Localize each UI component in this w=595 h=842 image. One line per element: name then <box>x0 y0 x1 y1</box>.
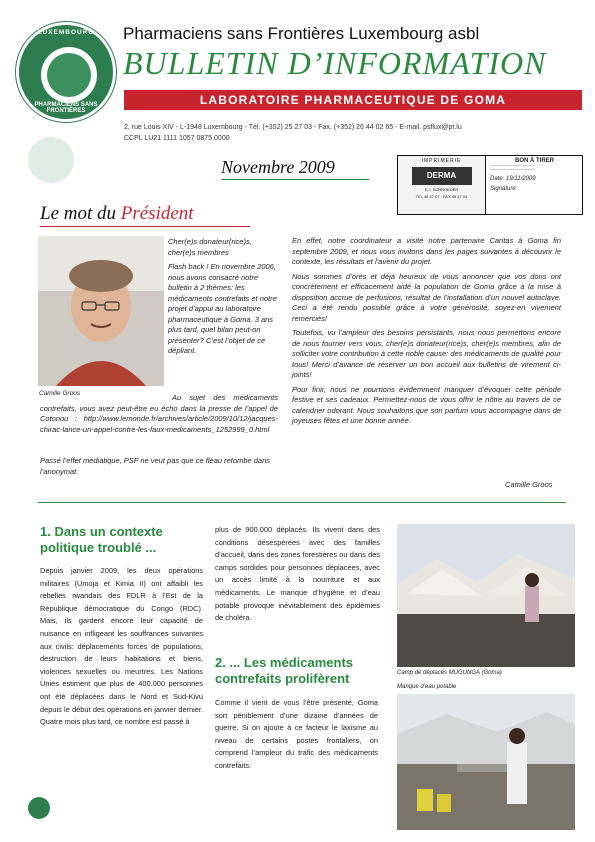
photo-caption: Camille Groos <box>39 390 81 397</box>
president-heading-accent: Président <box>120 203 194 224</box>
psf-logo <box>16 22 116 122</box>
stamp-printer-block <box>398 156 486 214</box>
section1-body-col2: plus de 900.000 déplacés. Ils vivent dans des conditions désespérées avec des familles d’accueil, dans des zones forestières ou dans des camps sordides pour personnes déplacées, avec un accès limité à la nourriture et aux médicaments. Le manque d’hygiène et d’eau potable provoque inévitablement des épidémies de choléra. <box>215 525 380 623</box>
camp-image <box>397 524 575 667</box>
stamp-bat-block <box>487 156 582 214</box>
section1-heading: 1. Dans un contexte politique troublé ... <box>40 524 163 555</box>
water-photo <box>397 694 575 830</box>
right-paragraph-3: Toutefois, vu l’ampleur des besoins persistants, nous nous permettons encore de nous tourner vers vous, cher(e)s donateur(rice)s, cher(e)s membres, afin de solliciter votre contribution à cette noble cause: des médicaments de qualité pour tous! Merci d’avance de réserver un bon accueil aux bulletins de virement ci-joints! <box>292 328 561 379</box>
stamp-bat-title: BON À TIRER <box>515 158 554 164</box>
logo-text-bottom: PHARMACIENS SANS FRONTIÈRES <box>34 102 98 114</box>
stamp-name: E.J. SCHROEDER <box>424 187 459 192</box>
section-divider <box>38 502 566 503</box>
right-paragraph-4: Pour finir, nous ne pourrions évidemment manquer d’évoquer cette période festive et ses cadeaux. Permettez-nous de vous offrir le nôtre au travers de ce calendrier odorant. Nous souhaitons que son parfum vous accompagne dans de joyeuses fêtes et une bonne année. <box>292 384 561 425</box>
section2-heading: 2. ... Les médicaments contrefaits prolifèrent <box>215 655 354 686</box>
address: 2, rue Louis XIV - L-1948 Luxembourg - Tél. (+352) 25 27 03 - Fax. (+352) 26 44 02 65 - E-mail. psflux@pt.lu <box>124 124 462 131</box>
president-right-column <box>292 236 561 431</box>
org-name: Pharmaciens sans Frontières Luxembourg asbl <box>123 24 480 43</box>
intro-text: Flash back ! En novembre 2006, nous avons consacré notre bulletin à 2 thèmes: les médicaments contrefaits et notre projet d’appui au laboratoire pharmaceutique à Goma. 3 ans plus tard, quel bilan peut-on présenter? C’est l’objet de ce dépliant. <box>168 262 277 355</box>
printer-stamp <box>397 155 583 215</box>
footer-psf-logo-icon <box>28 797 50 819</box>
water-image <box>397 694 575 830</box>
portrait-image <box>38 236 164 386</box>
intro-salutation: Cher(e)s donateur(rice)s, cher(e)s membres <box>168 237 252 257</box>
stamp-fine-print: ────────────────── ────────────────── <box>490 164 535 172</box>
stamp-date: Date: 19/11/2009 <box>490 176 536 182</box>
intro-paragraph <box>168 237 278 357</box>
bulletin-title: BULLETIN D’INFORMATION <box>123 45 547 81</box>
president-heading-main: Le mot du <box>40 203 121 224</box>
photo-caption-camp: Camp de déplacés MUGUNGA (Goma) <box>397 670 502 676</box>
bank-account: CCPL LU21 1111 1057 0875 0000 <box>124 135 230 142</box>
date-underline <box>221 179 369 180</box>
banner-title: LABORATOIRE PHARMACEUTIQUE DE GOMA <box>124 90 582 110</box>
right-paragraph-2: Nous sommes d’ores et déjà heureux de vous annoncer que vos dons ont concrètement et efficacement aidé la population de Goma grâce à la mise à disposition accrue de perfusions, résultat de l’installation d’un nouvel autoclave. Ceci a été rendu possible grâce à votre générosité, soyez-en vivement remerciés! <box>292 271 561 323</box>
stamp-imprimerie: IMPRIMERIE <box>421 158 462 164</box>
logo-text-top: LUXEMBOURG <box>37 29 95 36</box>
stamp-date-value: 19/11/2009 <box>506 176 536 182</box>
stamp-date-label: Date <box>490 176 503 182</box>
stamp-logo: DERMA <box>412 167 472 185</box>
issue-date: Novembre 2009 <box>221 157 335 177</box>
stamp-signature: Signature <box>490 186 516 192</box>
intro-closing: Passé l’effet médiatique, PSF ne veut pas que ce fléau retombe dans l’anonymat. <box>40 456 271 476</box>
globe-watermark-icon <box>28 137 74 183</box>
globe-icon <box>47 53 91 97</box>
stamp-phone: TEL 48 47 07 · FAX 48 47 04 <box>415 194 468 199</box>
photo-caption-water: Manque d’eau potable <box>397 684 457 690</box>
intro-continued: Au sujet des médicaments contrefaits, vous avez peut-être eu écho dans la presse de l’appel de Cotonou : http://www.lemonde.fr/archives/article/2009/10/12/jacques-chirac-lance-un-appel-contre-les-faux-medicaments_1252999_0.html <box>40 393 278 434</box>
section2-body: Comme il vient de vous l’être présenté, Goma sort péniblement d’une dizaine d’années de guerre. Si on ajoute à ce facteur le laxisme au niveau de certains postes frontaliers, on comprend l’ampleur du trafic des médicaments contrefaits. <box>215 698 378 770</box>
camp-photo <box>397 524 575 667</box>
section1-body-col1: Depuis janvier 2009, les deux opérations militaires (Umoja et Kimia II) ont affaibli les rebelles rwandais des FDLR à l’Est de la République démocratique du Congo (RDC). Mais, ils gardent encore leur capacité de nuisance en infligeant les souffrances suivantes aux civils: déplacements forcés de populations, destruction de leurs habitations et biens, violences sexuelles ou meurtres. Les Nations Unies estiment que plus de 400.000 personnes ont été déplacées dans le Nord et Sud-Kivu depuis le début des opérations en janvier dernier. Quatre mois plus tard, ce nombre est passé à <box>40 566 203 727</box>
president-underline <box>40 226 250 227</box>
president-signature: Camille Groos <box>505 480 553 489</box>
president-heading <box>40 203 194 225</box>
president-photo <box>38 236 164 386</box>
right-paragraph-1: En effet, notre coordinateur a visité notre partenaire Caritas à Goma fin septembre 2009, et nous vous invitons dans les pages suivantes à découvrir le contexte, les résultats et l’avenir du projet. <box>292 236 561 266</box>
